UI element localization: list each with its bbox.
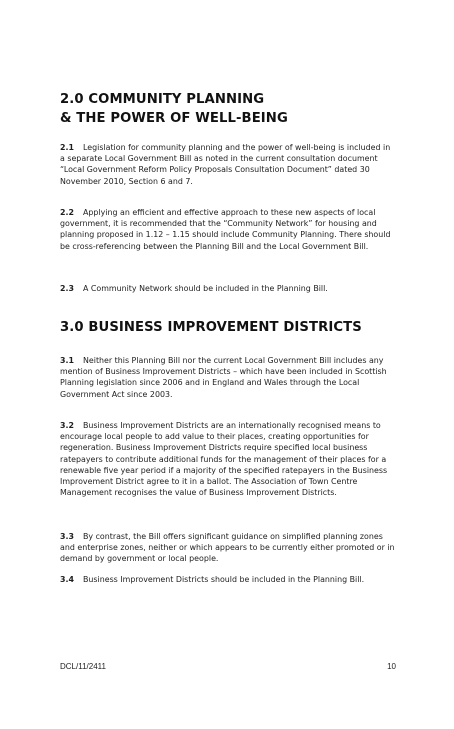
- paragraph-number: 3.3: [60, 532, 74, 541]
- section-heading: [60, 318, 420, 337]
- paragraph-text: Business Improvement Districts should be included in the Planning Bill.: [83, 575, 365, 584]
- paragraph-text: Applying an efficient and effective approach to these new aspects of local government, it is recommended that the “Community Network” for housing and planning proposed in 1.12 – 1.15 should include Community Planning. There should be cross-referencing between the Planning Bill and the Local Government Bill.: [60, 208, 391, 251]
- heading-line: 3.0 BUSINESS IMPROVEMENT DISTRICTS: [60, 320, 362, 335]
- paragraph: [60, 207, 396, 252]
- paragraph-text: Business Improvement Districts are an internationally recognised means to encourage local people to add value to their places, creating opportunities for regeneration. Business Improvement Districts require specified local business ratepayers to contribute additional funds for the management of their places for a renewable five year period if a majority of the specified ratepayers in the Business Improvement District agree to it in a ballot. The Association of Town Centre Management recognises the value of Business Improvement Districts.: [60, 421, 388, 498]
- page-number: 10: [387, 662, 396, 671]
- paragraph: [60, 355, 396, 400]
- paragraph-number: 2.2: [60, 208, 74, 217]
- paragraph-text: A Community Network should be included in the Planning Bill.: [83, 284, 328, 293]
- paragraph-text: Legislation for community planning and the power of well-being is included in a separate Local Government Bill as noted in the current consultation document “Local Government Reform Policy Proposals Consultation Document” dated 30 November 2010, Section 6 and 7.: [60, 143, 391, 186]
- heading-line: 2.0 COMMUNITY PLANNING: [60, 92, 265, 107]
- paragraph: [60, 283, 396, 294]
- paragraph: [60, 142, 396, 187]
- paragraph-number: 3.2: [60, 421, 74, 430]
- paragraph-number: 2.1: [60, 143, 74, 152]
- paragraph: [60, 574, 396, 585]
- paragraph-number: 2.3: [60, 284, 74, 293]
- paragraph: [60, 531, 396, 565]
- paragraph-text: Neither this Planning Bill nor the current Local Government Bill includes any mention of Business Improvement Districts – which have been included in Scottish Planning legislation since 2006 and in England and Wales through the Local Government Act since 2003.: [60, 356, 387, 399]
- footer-reference: DCL/11/2411: [60, 662, 106, 671]
- paragraph-number: 3.4: [60, 575, 74, 584]
- heading-line: & THE POWER OF WELL-BEING: [60, 111, 288, 126]
- paragraph: [60, 420, 396, 498]
- paragraph-text: By contrast, the Bill offers significant guidance on simplified planning zones and enterprise zones, neither or which appears to be currently either promoted or in demand by government or local people.: [60, 532, 395, 564]
- section-heading: [60, 90, 420, 128]
- paragraph-number: 3.1: [60, 356, 74, 365]
